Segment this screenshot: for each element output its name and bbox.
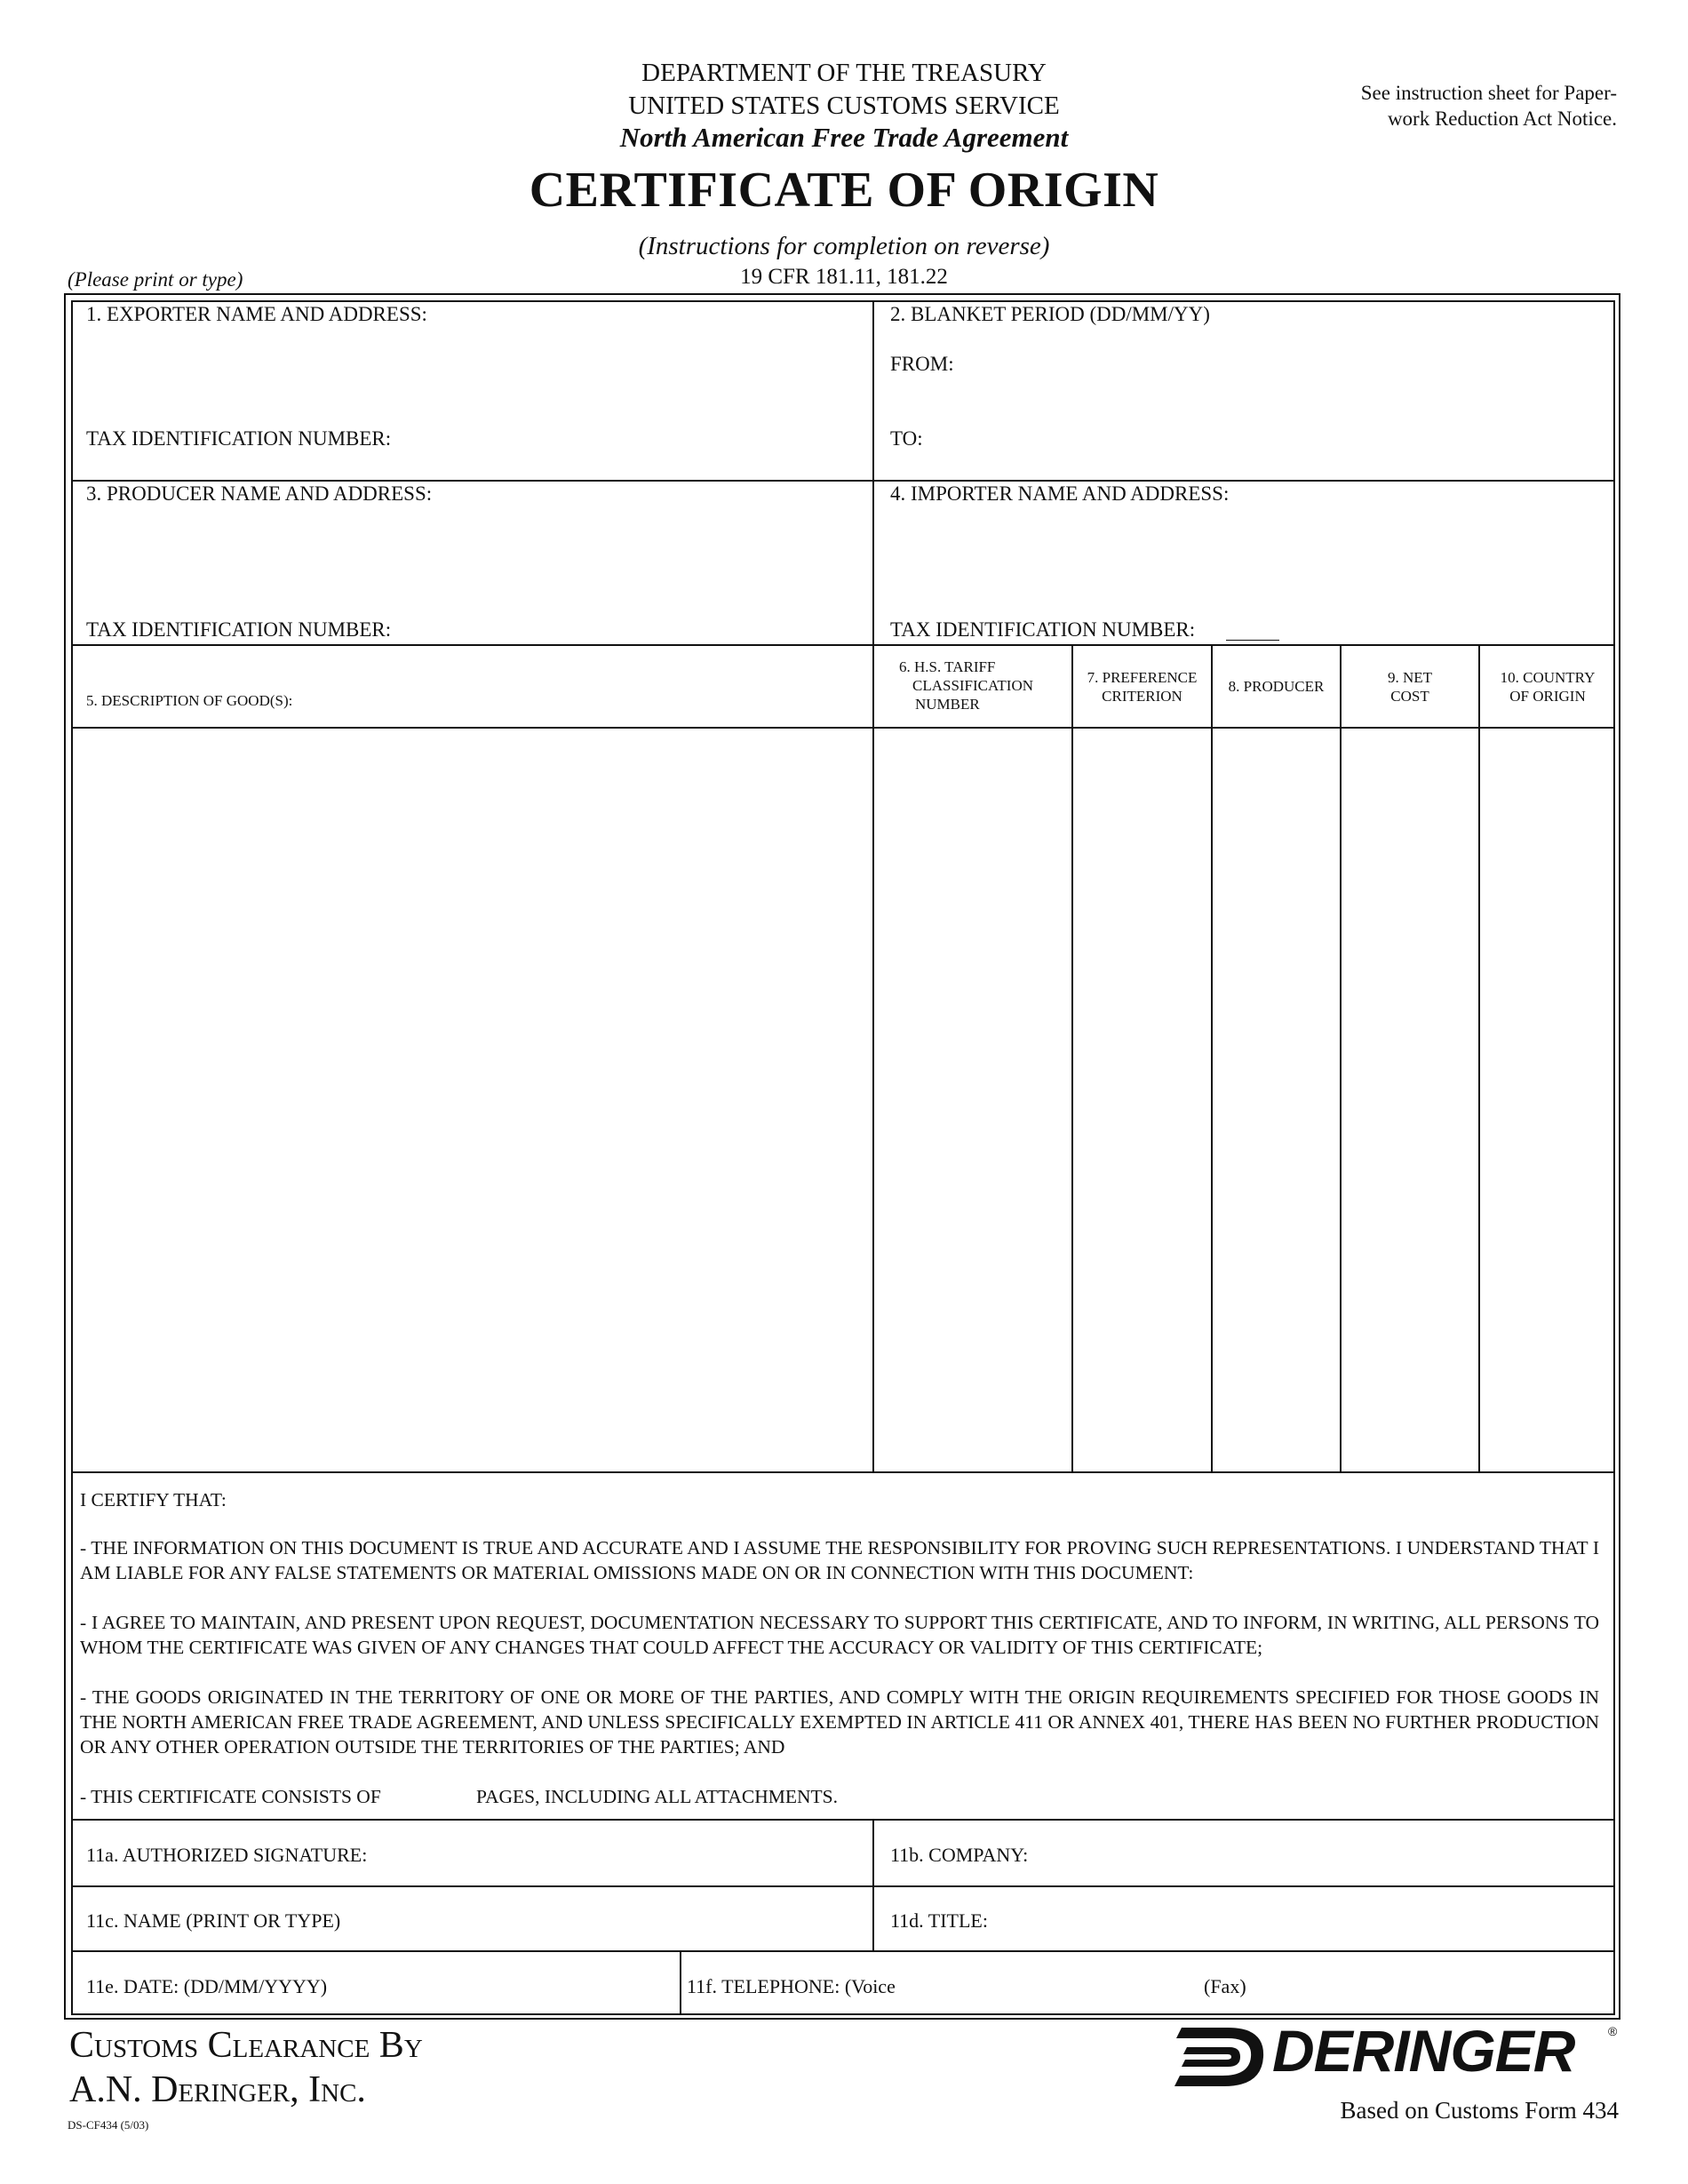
agreement-heading: North American Free Trade Agreement [619, 122, 1069, 153]
certify-pages-end: PAGES, INCLUDING ALL ATTACHMENTS. [476, 1786, 838, 1807]
tariff-cell[interactable] [876, 730, 1070, 1468]
divider-date-phone [680, 1950, 681, 2015]
divider-col-7 [1071, 644, 1073, 1471]
col-tariff-line-3: NUMBER [915, 696, 980, 713]
brand-line-2: A.N. Deringer, Inc. [69, 2069, 366, 2110]
rule-table-bottom [71, 1471, 1615, 1473]
form-code: DS-CF434 (5/03) [68, 2118, 149, 2132]
certify-heading: I CERTIFY THAT: [80, 1489, 227, 1510]
instructions-note: (Instructions for completion on reverse) [638, 232, 1050, 260]
telephone-label: 11f. TELEPHONE: (Voice [687, 1975, 896, 1997]
col-netcost-line-2: COST [1390, 688, 1429, 705]
divider-sig [872, 1819, 874, 1950]
col-country-header [1480, 668, 1615, 705]
to-field[interactable] [942, 423, 1599, 455]
producer-label: 3. PRODUCER NAME AND ADDRESS: [86, 482, 433, 505]
name-label: 11c. NAME (PRINT OR TYPE) [86, 1909, 341, 1932]
description-cell[interactable] [75, 730, 869, 1468]
title-field[interactable] [995, 1896, 1608, 1946]
from-field[interactable] [959, 348, 1599, 380]
blanket-period-label: 2. BLANKET PERIOD (DD/MM/YY) [890, 303, 1210, 325]
exporter-field[interactable] [75, 331, 869, 419]
cfr-reference: 19 CFR 181.11, 181.22 [740, 265, 948, 289]
col-tariff-header [874, 658, 1071, 713]
date-field[interactable] [346, 1962, 675, 2010]
importer-tax-label: TAX IDENTIFICATION NUMBER: [890, 618, 1196, 641]
col-netcost-header [1342, 668, 1478, 705]
fax-label: (Fax) [1204, 1975, 1246, 1997]
notice-line-2: work Reduction Act Notice. [1387, 108, 1617, 130]
col-country-line-1: 10. COUNTRY [1500, 669, 1596, 686]
col-preference-header [1073, 668, 1211, 705]
col-country-line-2: OF ORIGIN [1509, 688, 1586, 705]
producer-tax-label: TAX IDENTIFICATION NUMBER: [86, 618, 392, 641]
logo-wordmark: DERINGER [1272, 2018, 1575, 2084]
fax-field[interactable] [1262, 1962, 1608, 2010]
certify-paragraph-3: - THE GOODS ORIGINATED IN THE TERRITORY OF ONE OR MORE OF THE PARTIES, AND COMPLY WITH THE ORIGIN REQUIREMENTS SPECIFIED FOR THOSE GOODS IN THE NORTH AMERICAN FREE TRADE AGREEMENT, AND UNLESS SPECIFICALLY EXEMPTED IN ARTICLE 411 OR ANNEX 401, THERE HAS BEEN NO FURTHER PRODUCTION OR ANY OTHER OPERATION OUTSIDE THE TERRITORIES OF THE PARTIES; AND [80, 1686, 1599, 1758]
deringer-logo-icon [1173, 2024, 1270, 2090]
name-field[interactable] [355, 1896, 866, 1946]
signature-field[interactable] [382, 1830, 866, 1880]
exporter-label: 1. EXPORTER NAME AND ADDRESS: [86, 303, 427, 325]
document-title: CERTIFICATE OF ORIGIN [529, 163, 1159, 218]
company-field[interactable] [1039, 1830, 1608, 1880]
service-heading: UNITED STATES CUSTOMS SERVICE [628, 92, 1060, 120]
importer-label: 4. IMPORTER NAME AND ADDRESS: [890, 482, 1230, 505]
divider-col-9 [1340, 644, 1342, 1471]
importer-tax-underline [1226, 640, 1279, 641]
netcost-cell[interactable] [1343, 730, 1477, 1468]
rule-cert-bottom [71, 1819, 1615, 1821]
title-label: 11d. TITLE: [890, 1909, 988, 1932]
col-preference-line-1: 7. PREFERENCE [1087, 669, 1198, 686]
divider-main [872, 300, 874, 1471]
rule-sig-row-1 [71, 1885, 1615, 1887]
department-heading: DEPARTMENT OF THE TREASURY [641, 59, 1047, 87]
col-tariff-line-1: 6. H.S. TARIFF [899, 658, 996, 675]
col-producer-header: 8. PRODUCER [1228, 678, 1325, 695]
importer-field[interactable] [876, 510, 1604, 608]
registered-mark: ® [1608, 2024, 1618, 2038]
certify-paragraph-2: - I AGREE TO MAINTAIN, AND PRESENT UPON REQUEST, DOCUMENTATION NECESSARY TO SUPPORT THIS CERTIFICATE, AND TO INFORM, IN WRITING, ALL PERSONS TO WHOM THE CERTIFICATE WAS GIVEN OF ANY CHANGES THAT COULD AFFECT THE ACCURACY OR VALIDITY OF THIS CERTIFICATE; [80, 1612, 1599, 1658]
page-count-field[interactable] [398, 1782, 474, 1809]
divider-col-8 [1211, 644, 1213, 1471]
col-tariff-line-2: CLASSIFICATION [912, 677, 1034, 694]
date-label: 11e. DATE: (DD/MM/YYYY) [86, 1975, 328, 1997]
signature-label: 11a. AUTHORIZED SIGNATURE: [86, 1844, 368, 1866]
producer-field[interactable] [75, 510, 869, 608]
producer-cell[interactable] [1214, 730, 1338, 1468]
company-label: 11b. COMPANY: [890, 1844, 1029, 1866]
certify-pages-start: - THIS CERTIFICATE CONSISTS OF [80, 1786, 381, 1807]
from-label: FROM: [890, 353, 954, 375]
rule-row-2 [71, 644, 1615, 646]
rule-table-header [71, 727, 1615, 729]
deringer-logo [1173, 2017, 1635, 2097]
brand-line-1: Customs Clearance By [69, 2025, 423, 2066]
country-cell[interactable] [1482, 730, 1613, 1468]
col-description-header: 5. DESCRIPTION OF GOOD(S): [86, 692, 293, 709]
divider-col-10 [1478, 644, 1480, 1471]
voice-field[interactable] [915, 1962, 1199, 2010]
rule-sig-row-2 [71, 1950, 1615, 1952]
certify-paragraph-1: - THE INFORMATION ON THIS DOCUMENT IS TRUE AND ACCURATE AND I ASSUME THE RESPONSIBILITY FOR PROVING SUCH REPRESENTATIONS. I UNDERSTAND THAT I AM LIABLE FOR ANY FALSE STATEMENTS OR MATERIAL OMISSIONS MADE ON OR IN CONNECTION WITH THIS DOCUMENT: [80, 1537, 1599, 1583]
col-preference-line-2: CRITERION [1102, 688, 1182, 705]
based-on-note: Based on Customs Form 434 [1340, 2097, 1619, 2124]
print-note: (Please print or type) [68, 268, 243, 291]
col-netcost-line-1: 9. NET [1387, 669, 1433, 686]
exporter-tax-label: TAX IDENTIFICATION NUMBER: [86, 427, 392, 450]
notice-line-1: See instruction sheet for Paper- [1360, 82, 1617, 104]
to-label: TO: [890, 427, 923, 450]
preference-cell[interactable] [1075, 730, 1209, 1468]
